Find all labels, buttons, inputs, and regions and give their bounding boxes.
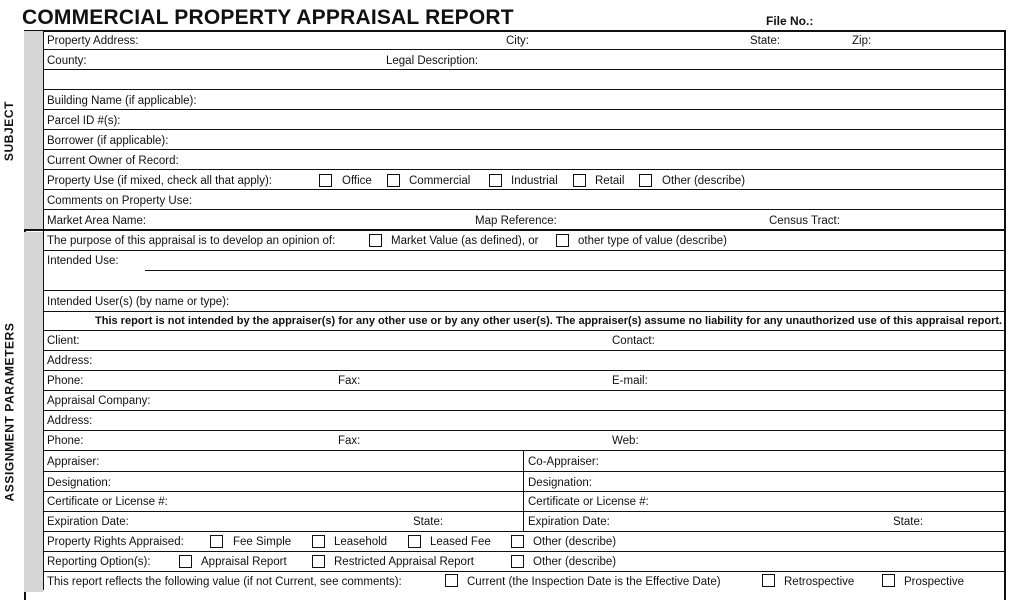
prospective-checkbox[interactable] bbox=[882, 574, 895, 587]
client-address-label: Address: bbox=[47, 355, 93, 367]
company-address-label: Address: bbox=[47, 415, 93, 427]
company-web-label: Web: bbox=[612, 435, 639, 447]
row-rule bbox=[44, 290, 1005, 291]
office-label: Office bbox=[342, 175, 372, 187]
reporting-options-label: Reporting Option(s): bbox=[47, 556, 151, 568]
company-fax-label: Fax: bbox=[338, 435, 361, 447]
appraisal-company-label: Appraisal Company: bbox=[47, 395, 151, 407]
census-tract-label: Census Tract: bbox=[769, 215, 840, 227]
rights-appraised-label: Property Rights Appraised: bbox=[47, 536, 184, 548]
purpose-label: The purpose of this appraisal is to develop an opinion of: bbox=[47, 235, 336, 247]
market-area-label: Market Area Name: bbox=[47, 215, 147, 227]
file-number-label: File No.: bbox=[766, 14, 814, 28]
co-expiration-label: Expiration Date: bbox=[528, 516, 610, 528]
client-label: Client: bbox=[47, 335, 80, 347]
assignment-sidebar bbox=[24, 232, 43, 592]
property-use-label: Property Use (if mixed, check all that apply): bbox=[47, 175, 272, 187]
subject-sidebar bbox=[24, 31, 43, 230]
license-state-label: State: bbox=[413, 516, 444, 528]
row-rule bbox=[44, 491, 1005, 492]
intended-use-line bbox=[145, 270, 1005, 271]
fee-simple-checkbox[interactable] bbox=[210, 535, 223, 548]
current-owner-label: Current Owner of Record: bbox=[47, 155, 179, 167]
row-rule bbox=[44, 250, 1005, 251]
retail-checkbox[interactable] bbox=[573, 174, 586, 187]
row-rule bbox=[44, 311, 1005, 312]
leased-fee-checkbox[interactable] bbox=[408, 535, 421, 548]
section-divider bbox=[24, 229, 1006, 231]
borrower-label: Borrower (if applicable): bbox=[47, 135, 169, 147]
retrospective-label: Retrospective bbox=[784, 576, 855, 588]
rights-other-checkbox[interactable] bbox=[511, 535, 524, 548]
client-phone-label: Phone: bbox=[47, 375, 84, 387]
row-rule bbox=[44, 390, 1005, 391]
restricted-report-checkbox[interactable] bbox=[312, 555, 325, 568]
client-email-label: E-mail: bbox=[612, 375, 648, 387]
expiration-label: Expiration Date: bbox=[47, 516, 129, 528]
prospective-label: Prospective bbox=[904, 576, 965, 588]
assignment-section-label: ASSIGNMENT PARAMETERS bbox=[2, 322, 17, 502]
row-rule bbox=[44, 149, 1005, 150]
disclaimer-text: This report is not intended by the appraiser(s) for any other use or by any other user(s). The appraiser(s) assume no liability for any unauthorized use of this appraisal report. bbox=[95, 315, 1003, 327]
report-title: COMMERCIAL PROPERTY APPRAISAL REPORT bbox=[22, 6, 514, 29]
appraiser-column-divider bbox=[523, 451, 524, 531]
commercial-label: Commercial bbox=[409, 175, 471, 187]
industrial-label: Industrial bbox=[511, 175, 558, 187]
city-label: City: bbox=[506, 35, 529, 47]
co-license-state-label: State: bbox=[893, 516, 924, 528]
designation-label: Designation: bbox=[47, 477, 111, 489]
comments-label: Comments on Property Use: bbox=[47, 195, 193, 207]
fee-simple-label: Fee Simple bbox=[233, 536, 292, 548]
commercial-checkbox[interactable] bbox=[387, 174, 400, 187]
row-rule bbox=[44, 169, 1005, 170]
other-use-label: Other (describe) bbox=[662, 175, 746, 187]
row-rule bbox=[44, 471, 1005, 472]
retrospective-checkbox[interactable] bbox=[762, 574, 775, 587]
appraiser-label: Appraiser: bbox=[47, 456, 100, 468]
co-appraiser-label: Co-Appraiser: bbox=[528, 456, 599, 468]
row-rule bbox=[44, 511, 1005, 512]
state-label: State: bbox=[750, 35, 781, 47]
report-other-label: Other (describe) bbox=[533, 556, 617, 568]
parcel-id-label: Parcel ID #(s): bbox=[47, 115, 121, 127]
building-name-label: Building Name (if applicable): bbox=[47, 95, 197, 107]
property-address-label: Property Address: bbox=[47, 35, 139, 47]
row-rule bbox=[44, 551, 1005, 552]
report-other-checkbox[interactable] bbox=[511, 555, 524, 568]
row-rule bbox=[44, 531, 1005, 532]
row-rule bbox=[44, 370, 1005, 371]
co-certificate-label: Certificate or License #: bbox=[528, 496, 649, 508]
client-fax-label: Fax: bbox=[338, 375, 361, 387]
leased-fee-label: Leased Fee bbox=[430, 536, 491, 548]
retail-label: Retail bbox=[595, 175, 625, 187]
restricted-report-label: Restricted Appraisal Report bbox=[334, 556, 474, 568]
appraisal-report-label: Appraisal Report bbox=[201, 556, 287, 568]
intended-use-label: Intended Use: bbox=[47, 255, 119, 267]
row-rule bbox=[44, 109, 1005, 110]
county-label: County: bbox=[47, 55, 87, 67]
other-value-checkbox[interactable] bbox=[556, 234, 569, 247]
office-checkbox[interactable] bbox=[319, 174, 332, 187]
other-value-label: other type of value (describe) bbox=[578, 235, 727, 247]
rights-other-label: Other (describe) bbox=[533, 536, 617, 548]
intended-users-label: Intended User(s) (by name or type): bbox=[47, 296, 230, 308]
current-value-label: Current (the Inspection Date is the Effective Date) bbox=[467, 576, 721, 588]
row-rule bbox=[44, 571, 1005, 572]
certificate-label: Certificate or License #: bbox=[47, 496, 168, 508]
row-rule bbox=[44, 350, 1005, 351]
co-designation-label: Designation: bbox=[528, 477, 592, 489]
row-rule bbox=[44, 129, 1005, 130]
row-rule bbox=[44, 49, 1005, 50]
market-value-checkbox[interactable] bbox=[369, 234, 382, 247]
row-rule bbox=[44, 209, 1005, 210]
row-rule bbox=[44, 89, 1005, 90]
leasehold-label: Leasehold bbox=[334, 536, 388, 548]
sidebar-divider bbox=[43, 30, 44, 590]
market-value-label: Market Value (as defined), or bbox=[391, 235, 539, 247]
map-reference-label: Map Reference: bbox=[475, 215, 557, 227]
legal-description-label: Legal Description: bbox=[386, 55, 479, 67]
appraisal-report-checkbox[interactable] bbox=[179, 555, 192, 568]
current-value-checkbox[interactable] bbox=[445, 574, 458, 587]
subject-section-label: SUBJECT bbox=[2, 100, 17, 161]
company-phone-label: Phone: bbox=[47, 435, 84, 447]
row-rule bbox=[44, 69, 1005, 70]
other-use-checkbox[interactable] bbox=[639, 174, 652, 187]
leasehold-checkbox[interactable] bbox=[312, 535, 325, 548]
row-rule bbox=[44, 430, 1005, 431]
industrial-checkbox[interactable] bbox=[489, 174, 502, 187]
zip-label: Zip: bbox=[852, 35, 872, 47]
contact-label: Contact: bbox=[612, 335, 655, 347]
row-rule bbox=[44, 189, 1005, 190]
value-reflects-label: This report reflects the following value (if not Current, see comments): bbox=[47, 576, 402, 588]
row-rule bbox=[44, 410, 1005, 411]
row-rule bbox=[44, 450, 1005, 451]
row-rule bbox=[44, 330, 1005, 331]
